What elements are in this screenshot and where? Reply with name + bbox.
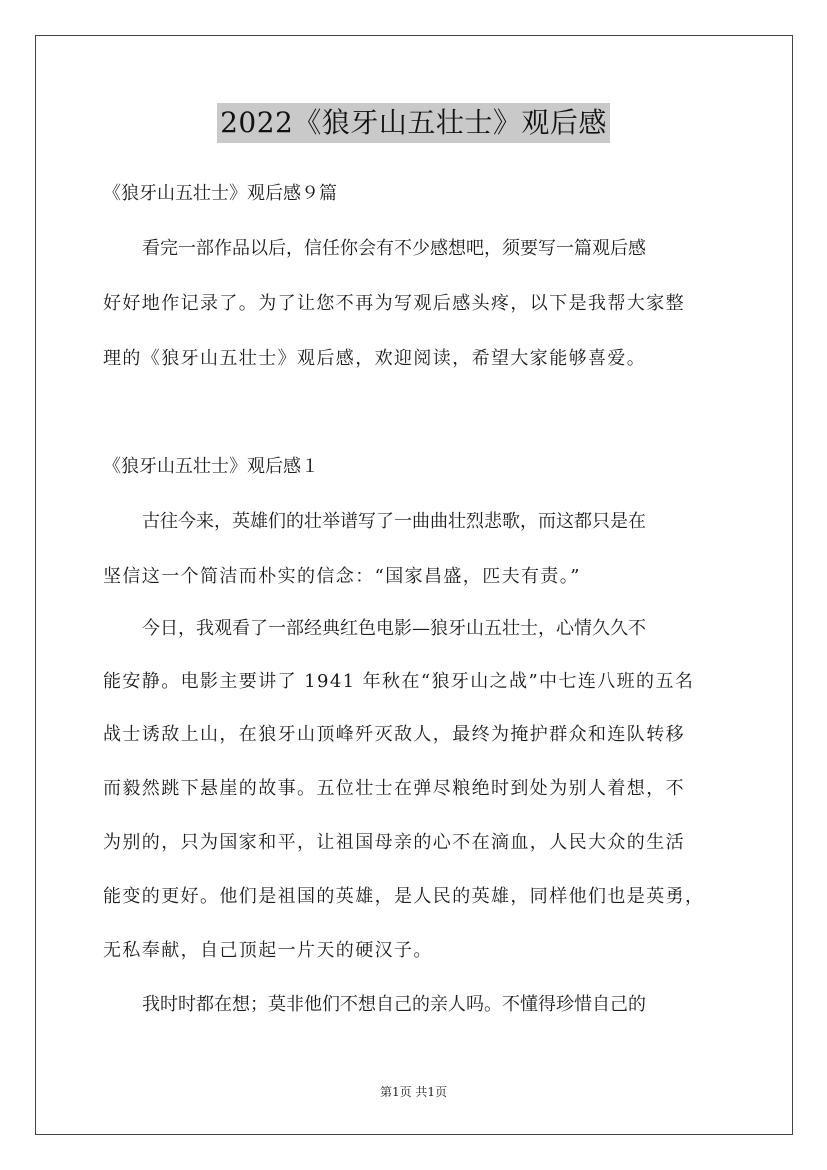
body-line-1: 古往今来，英雄们的壮举谱写了一曲曲壮烈悲歌，而这都只是在 [142, 511, 646, 532]
intro-line-3: 理的《狼牙山五壮士》观后感，欢迎阅读，希望大家能够喜爱。 [103, 348, 647, 369]
page-footer: 第1页 共1页 [379, 1085, 448, 1099]
body-line-6: 而毅然跳下悬崖的故事。五位壮士在弹尽粮绝时到处为别人着想，不 [103, 778, 685, 799]
body-line-5: 战士诱敌上山，在狼牙山顶峰歼灭敌人，最终为掩护群众和连队转移 [103, 724, 685, 745]
title-container [0, 103, 827, 143]
body-line-9: 无私奉献，自己顶起一片天的硬汉子。 [103, 940, 433, 961]
document-title: 2022《狼牙山五壮士》观后感 [217, 103, 610, 143]
body-line-7: 为别的，只为国家和平，让祖国母亲的心不在滴血，人民大众的生活 [103, 832, 685, 853]
body-line-4: 能安静。电影主要讲了 1941 年秋在“狼牙山之战”中七连八班的五名 [103, 671, 695, 692]
body-line-10: 我时时都在想；莫非他们不想自己的亲人吗。不懂得珍惜自己的 [142, 994, 646, 1015]
intro-line-1: 看完一部作品以后，信任你会有不少感想吧，须要写一篇观后感 [142, 238, 646, 259]
document-subtitle: 《狼牙山五壮士》观后感９篇 [103, 183, 337, 204]
section-heading: 《狼牙山五壮士》观后感１ [103, 456, 319, 477]
body-line-2: 坚信这一个简洁而朴实的信念：“国家昌盛，匹夫有责。” [103, 566, 581, 587]
body-line-3: 今日，我观看了一部经典红色电影—狼牙山五壮士，心情久久不 [142, 618, 646, 639]
body-line-8: 能变的更好。他们是祖国的英雄，是人民的英雄，同样他们也是英勇， [103, 886, 705, 907]
intro-line-2: 好好地作记录了。为了让您不再为写观后感头疼，以下是我帮大家整 [103, 293, 685, 314]
